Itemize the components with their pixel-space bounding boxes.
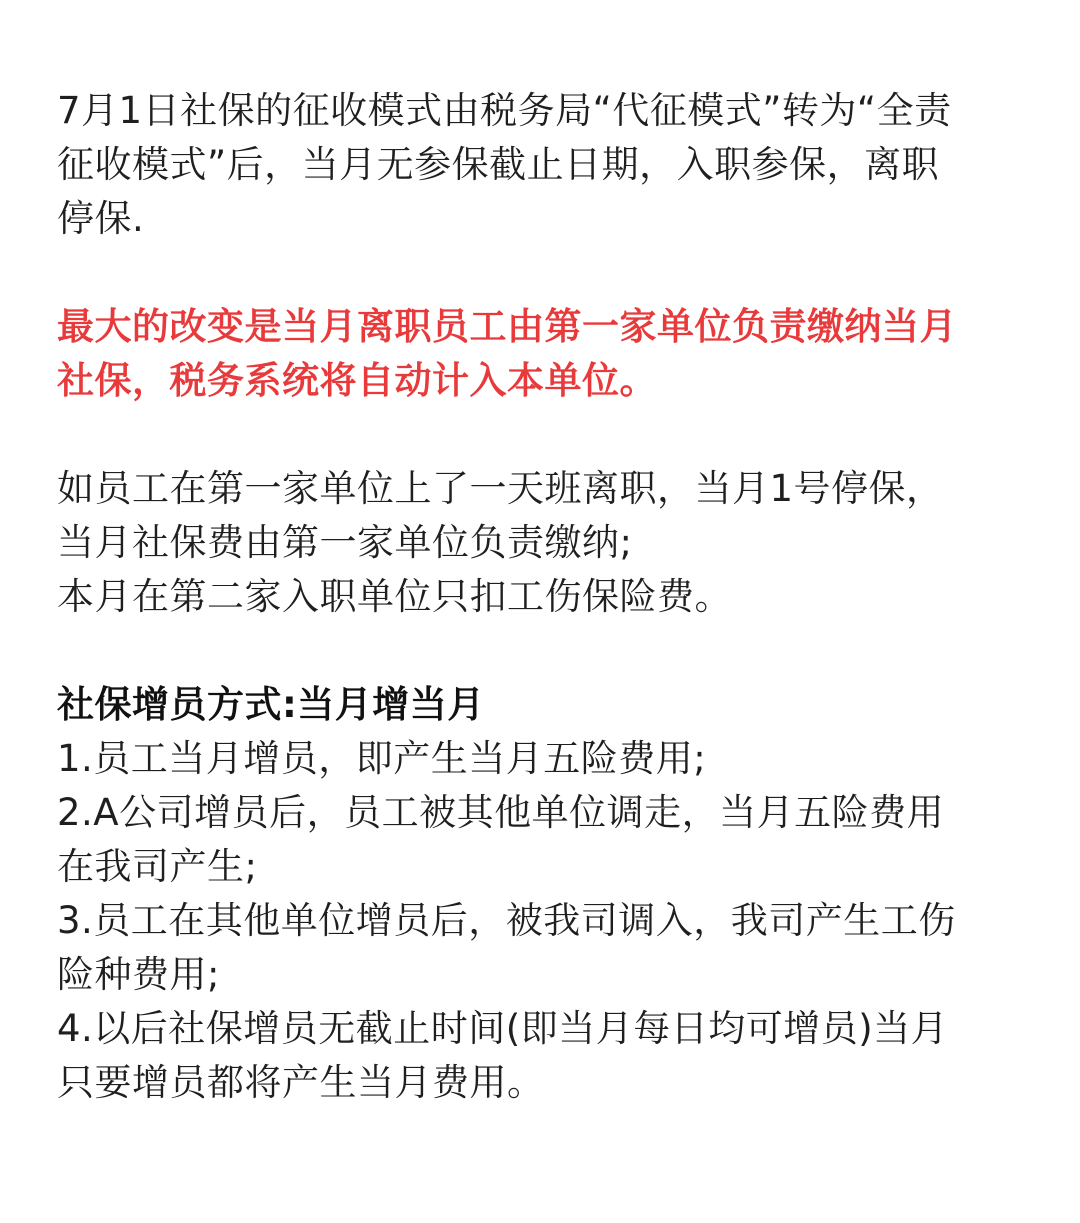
section-line: 2.A公司增员后，员工被其他单位调走，当月五险费用 — [57, 791, 945, 834]
example-line: 本月在第二家入职单位只扣工伤保险费。 — [57, 575, 732, 618]
intro-line: 7月1日社保的征收模式由税务局“代征模式”转为“全责 — [57, 89, 952, 132]
intro-paragraph — [57, 84, 1057, 246]
section-line: 险种费用; — [57, 953, 220, 996]
highlight-paragraph — [57, 300, 1057, 408]
section-heading: 社保增员方式:当月增当月 — [57, 683, 485, 726]
example-paragraph — [57, 462, 1057, 624]
section-line: 1.员工当月增员，即产生当月五险费用; — [57, 737, 707, 780]
section-line: 只要增员都将产生当月费用。 — [57, 1061, 545, 1104]
highlight-line: 最大的改变是当月离职员工由第一家单位负责缴纳当月 — [57, 305, 957, 348]
document-page — [57, 84, 1057, 1110]
intro-line: 停保. — [57, 197, 145, 240]
example-line: 当月社保费由第一家单位负责缴纳; — [57, 521, 633, 564]
section-line: 3.员工在其他单位增员后，被我司调入，我司产生工伤 — [57, 899, 956, 942]
intro-line: 征收模式”后，当月无参保截止日期，入职参保，离职 — [57, 143, 940, 186]
highlight-line: 社保，税务系统将自动计入本单位。 — [57, 359, 657, 402]
section-line: 在我司产生; — [57, 845, 258, 888]
section-line: 4.以后社保增员无截止时间(即当月每日均可增员)当月 — [57, 1007, 949, 1050]
example-line: 如员工在第一家单位上了一天班离职，当月1号停保， — [57, 467, 944, 510]
section-paragraph — [57, 678, 1057, 1110]
